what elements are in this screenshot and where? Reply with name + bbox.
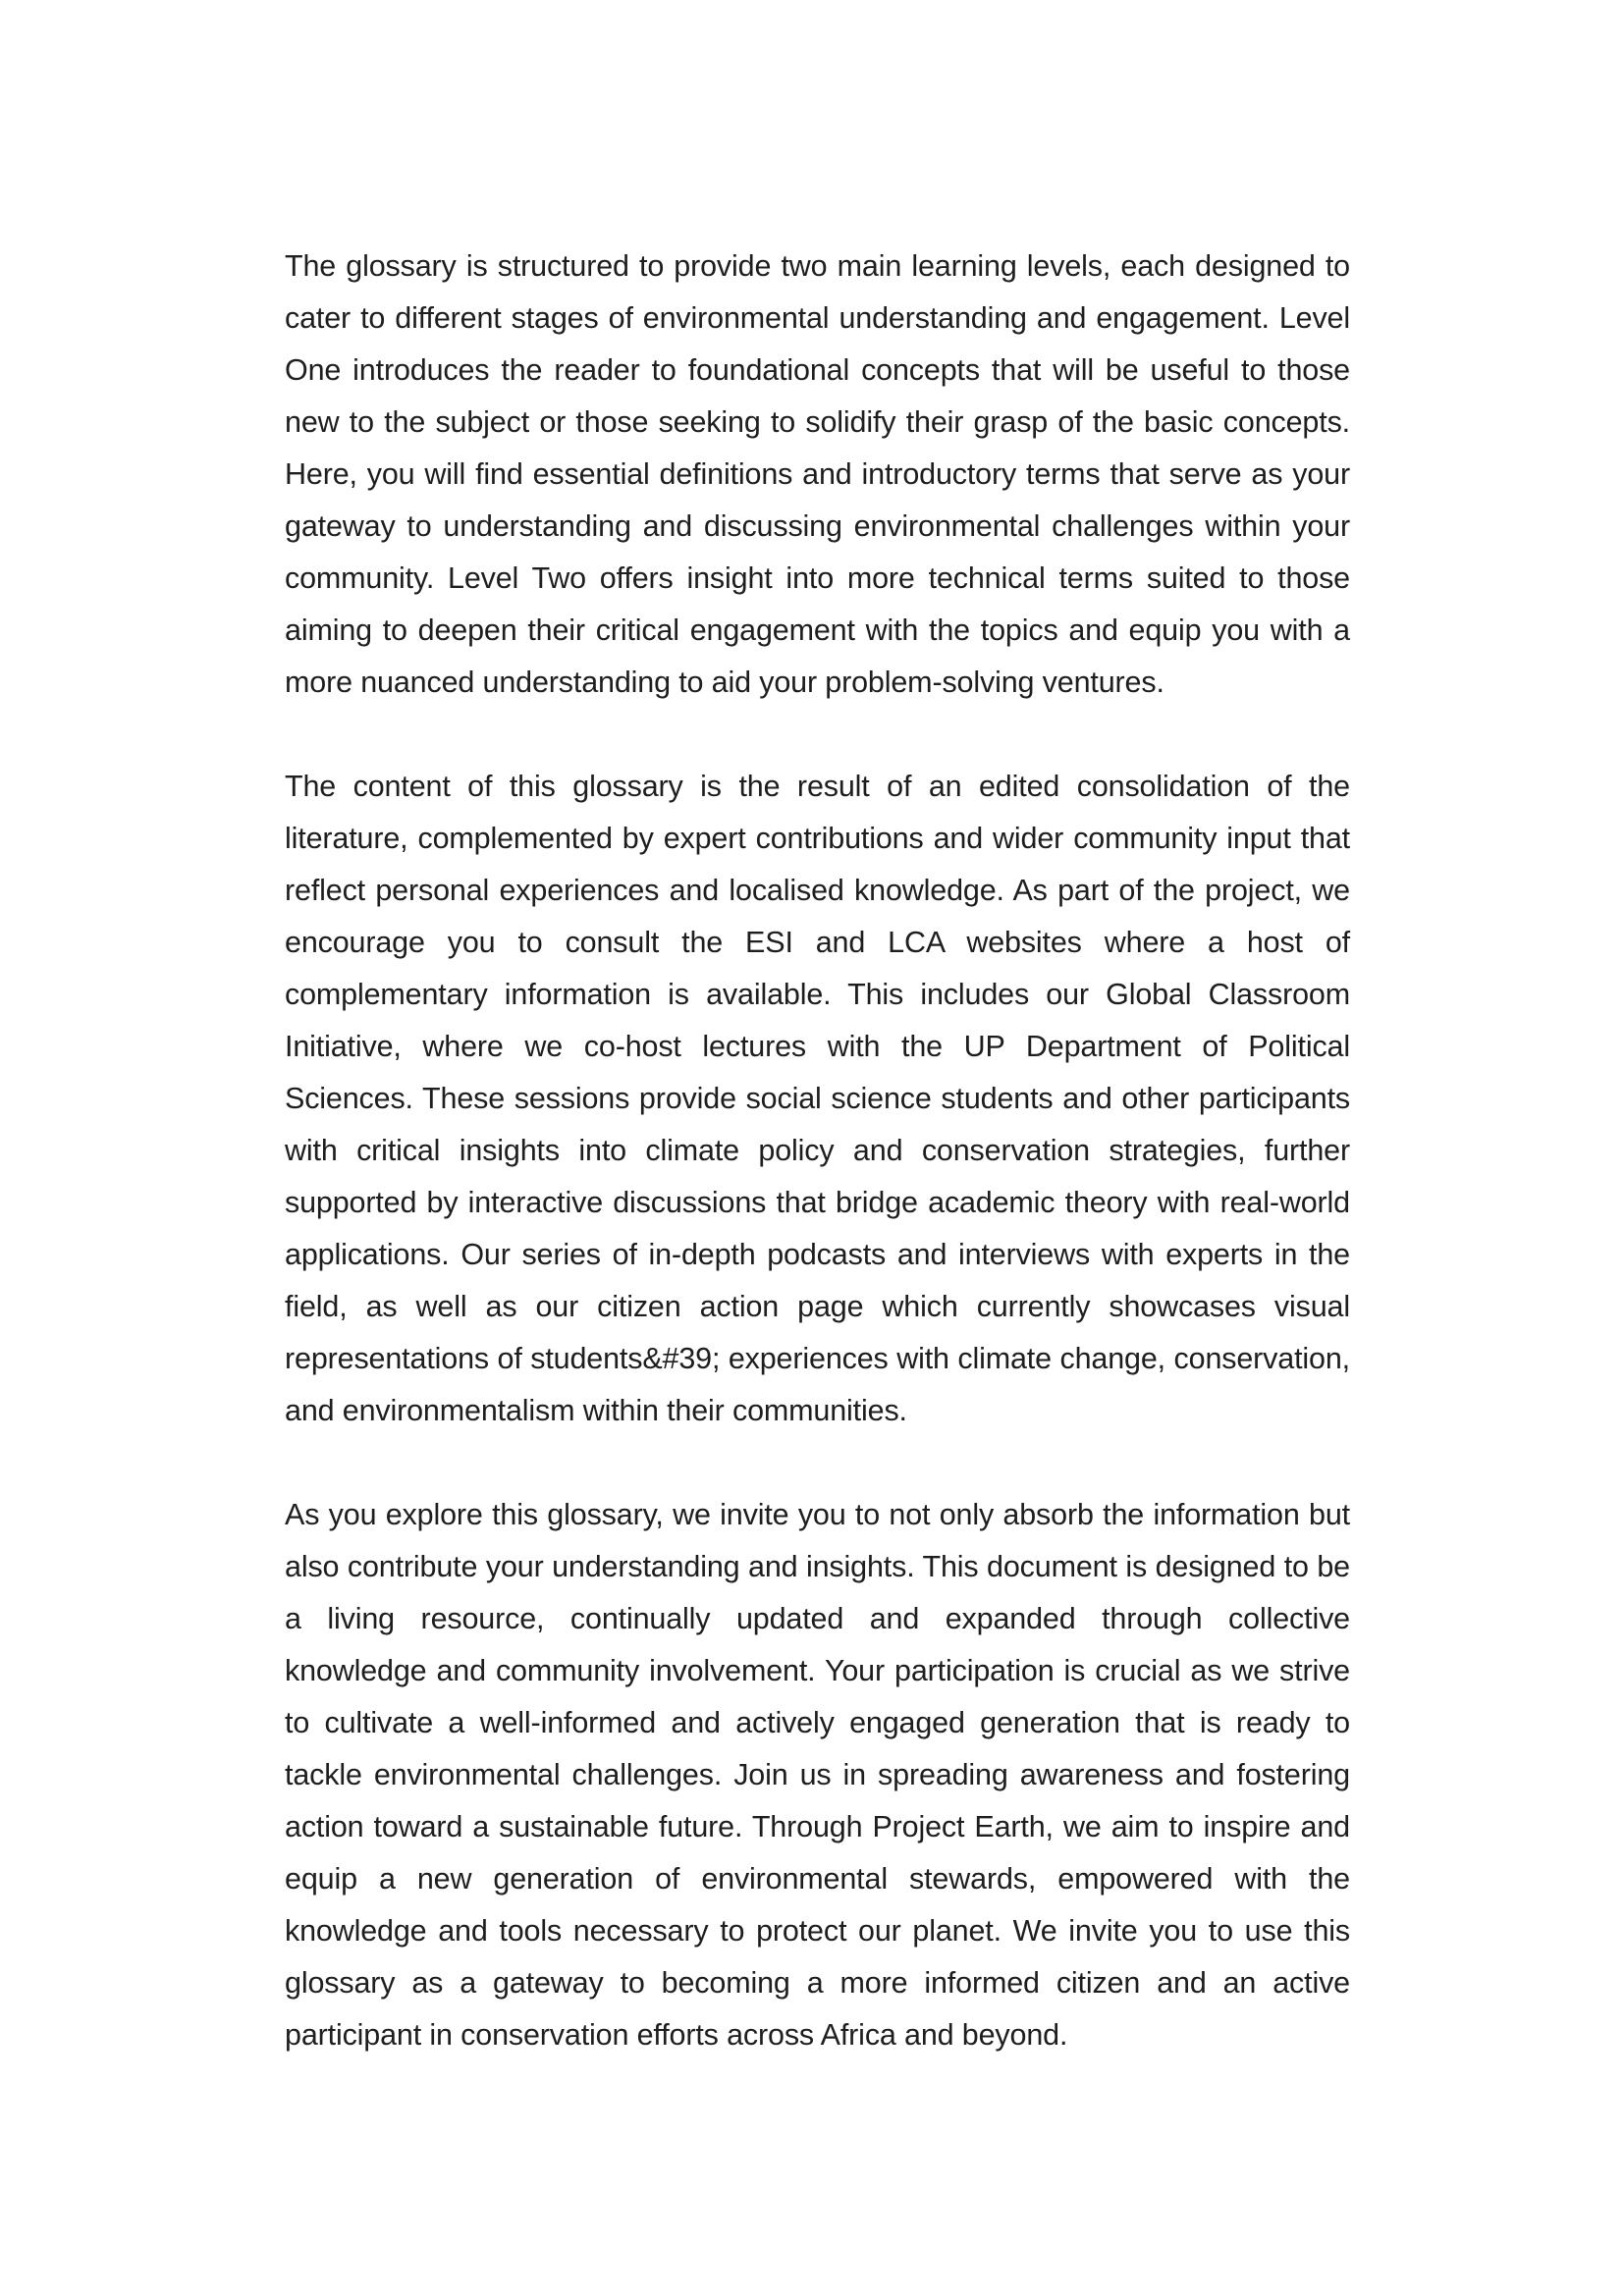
paragraph-levels: The glossary is structured to provide two main learning levels, each designed to cater to different stages of environmental understanding and engagement. Level One introduces the reader to foundational concepts that will be useful to those new to the subject or those seeking to solidify their grasp of the basic concepts. Here, you will find essential definitions and introductory terms that serve as your gateway to understanding and discussing environmental challenges within your community. Level Two offers insight into more technical terms suited to those aiming to deepen their critical engagement with the topics and equip you with a more nuanced understanding to aid your problem-solving ventures. <box>285 249 1350 699</box>
paragraph-content-sources: The content of this glossary is the result of an edited consolidation of the literature, complemented by expert contributions and wider community input that reflect personal experiences and localised knowledge. As part of the project, we encourage you to consult the ESI and LCA websites where a host of complementary information is available. This includes our Global Classroom Initiative, where we co-host lectures with the UP Department of Political Sciences. These sessions provide social science students and other participants with critical insights into climate policy and conservation strategies, further supported by interactive discussions that bridge academic theory with real-world applications. Our series of in-depth podcasts and interviews with experts in the field, as well as our citizen action page which currently showcases visual representations of students&#39; experiences with climate change, conservation, and environmentalism within their communities. <box>285 770 1350 1427</box>
body-text <box>285 240 1350 2061</box>
paragraph-invitation: As you explore this glossary, we invite you to not only absorb the information but also contribute your understanding and insights. This document is designed to be a living resource, continually updated and expanded through collective knowledge and community involvement. Your participation is crucial as we strive to cultivate a well-informed and actively engaged generation that is ready to tackle environmental challenges. Join us in spreading awareness and fostering action toward a sustainable future. Through Project Earth, we aim to inspire and equip a new generation of environmental stewards, empowered with the knowledge and tools necessary to protect our planet. We invite you to use this glossary as a gateway to becoming a more informed citizen and an active participant in conservation efforts across Africa and beyond. <box>285 1498 1350 2052</box>
